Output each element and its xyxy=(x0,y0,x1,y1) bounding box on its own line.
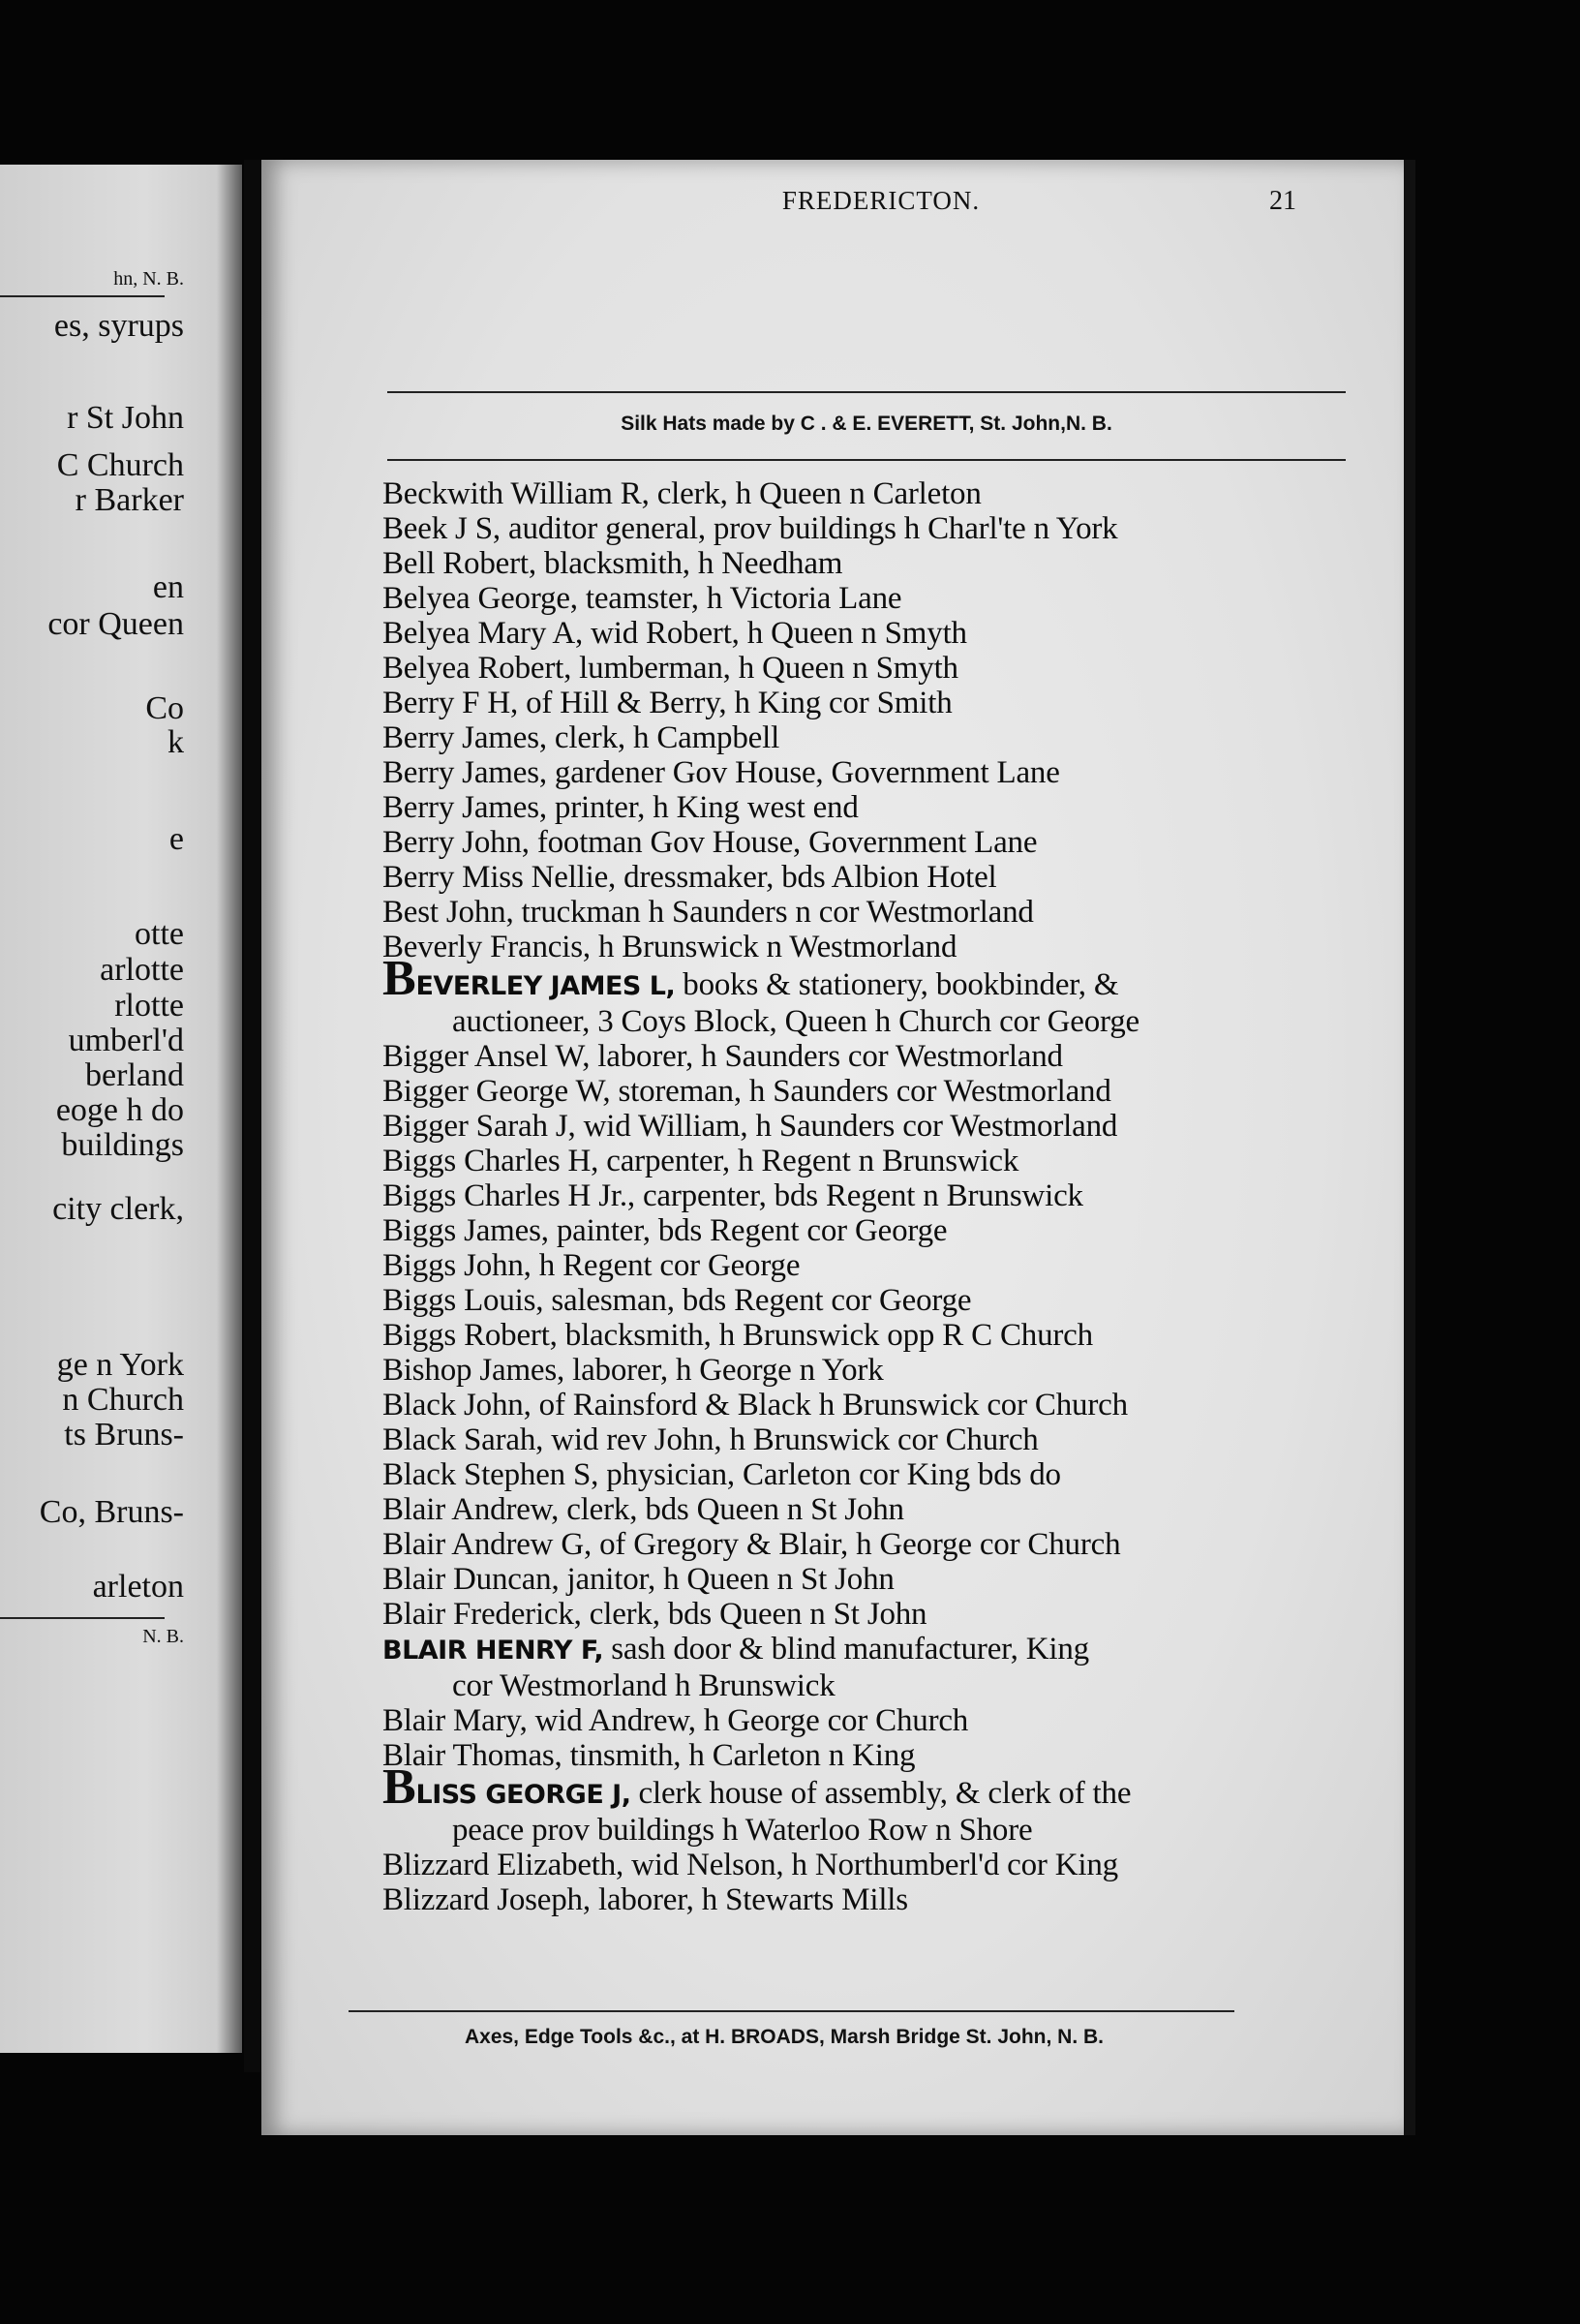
directory-entry: Blair Andrew, clerk, bds Queen n St John xyxy=(382,1492,904,1527)
directory-entry: Blair Frederick, clerk, bds Queen n St John xyxy=(382,1597,927,1632)
previous-page-fragment xyxy=(0,165,242,2053)
left-page-line: umberl'd xyxy=(68,1023,184,1058)
left-page-line: N. B. xyxy=(142,1626,184,1647)
left-page-rule xyxy=(0,295,165,297)
directory-entry: Biggs Louis, salesman, bds Regent cor George xyxy=(382,1283,972,1318)
business-name: EVERLEY JAMES L, xyxy=(415,971,676,1001)
left-page-line: otte xyxy=(135,916,184,952)
directory-entry: Biggs Charles H Jr., carpenter, bds Regent n Brunswick xyxy=(382,1178,1083,1213)
directory-entry: Berry John, footman Gov House, Government Lane xyxy=(382,825,1038,860)
left-page-line: arleton xyxy=(92,1569,184,1605)
directory-entry: Blair Thomas, tinsmith, h Carleton n King xyxy=(382,1738,916,1773)
directory-entry xyxy=(382,1632,1360,1703)
directory-entry: Black Stephen S, physician, Carleton cor King bds do xyxy=(382,1457,1061,1492)
left-page-line: city clerk, xyxy=(52,1191,184,1227)
header-rule xyxy=(387,391,1346,393)
running-head xyxy=(479,186,1296,225)
directory-entry: Bigger George W, storeman, h Saunders cor Westmorland xyxy=(382,1074,1111,1109)
directory-entry: Biggs James, painter, bds Regent cor George xyxy=(382,1213,948,1248)
left-page-line: es, syrups xyxy=(53,308,184,344)
display-initial: B xyxy=(382,1759,416,1815)
directory-entry xyxy=(382,951,1360,1039)
entry-details: clerk house of assembly, & clerk of the xyxy=(630,1776,1132,1811)
directory-entry: Bigger Ansel W, laborer, h Saunders cor Westmorland xyxy=(382,1039,1063,1074)
left-page-line: Co xyxy=(145,690,184,726)
left-page-line: rlotte xyxy=(114,988,184,1024)
directory-entry: Berry Miss Nellie, dressmaker, bds Albion Hotel xyxy=(382,860,997,895)
left-page-line: en xyxy=(152,569,184,605)
directory-entry: Blair Duncan, janitor, h Queen n St John xyxy=(382,1562,895,1597)
business-name: LISS GEORGE J, xyxy=(415,1780,631,1810)
left-page-line: berland xyxy=(85,1057,184,1093)
left-page-line: r Barker xyxy=(75,482,184,518)
directory-entry: Black Sarah, wid rev John, h Brunswick cor Church xyxy=(382,1422,1039,1457)
directory-entry: Belyea Robert, lumberman, h Queen n Smyth xyxy=(382,651,958,686)
left-page-line: r St John xyxy=(67,400,184,436)
entry-continuation: peace prov buildings h Waterloo Row n Shore xyxy=(452,1813,1033,1848)
left-page-line: k xyxy=(167,724,184,760)
directory-entry: Biggs John, h Regent cor George xyxy=(382,1248,801,1283)
page-number: 21 xyxy=(1269,186,1296,216)
directory-entry: Biggs Robert, blacksmith, h Brunswick opp R C Church xyxy=(382,1318,1093,1353)
top-advertisement: Silk Hats made by C . & E. EVERETT, St. John,N. B. xyxy=(621,413,1112,435)
directory-entry: Bishop James, laborer, h George n York xyxy=(382,1353,884,1388)
display-initial: B xyxy=(382,951,416,1006)
left-page-line: eoge h do xyxy=(55,1092,184,1128)
left-page-line: cor Queen xyxy=(47,606,184,642)
entry-continuation: auctioneer, 3 Coys Block, Queen h Church cor George xyxy=(452,1004,1139,1039)
footer-rule xyxy=(349,2010,1234,2012)
left-page-line: C Church xyxy=(56,447,184,483)
directory-entry: Beverly Francis, h Brunswick n Westmorland xyxy=(382,930,957,964)
business-name: BLAIR HENRY F, xyxy=(382,1636,604,1666)
directory-entry: Berry James, printer, h King west end xyxy=(382,790,859,825)
directory-entry: Beckwith William R, clerk, h Queen n Carleton xyxy=(382,476,982,511)
directory-entry: Blair Mary, wid Andrew, h George cor Church xyxy=(382,1703,969,1738)
bottom-advertisement: Axes, Edge Tools &c., at H. BROADS, Marsh Bridge St. John, N. B. xyxy=(464,2026,1105,2048)
directory-entry: Berry F H, of Hill & Berry, h King cor Smith xyxy=(382,686,953,720)
left-page-line: ge n York xyxy=(56,1347,184,1383)
directory-entry: Best John, truckman h Saunders n cor Westmorland xyxy=(382,895,1034,930)
directory-entry: Belyea George, teamster, h Victoria Lane xyxy=(382,581,902,616)
left-page-line: n Church xyxy=(62,1382,184,1418)
directory-entries xyxy=(382,476,1360,1917)
directory-entry: Bigger Sarah J, wid William, h Saunders cor Westmorland xyxy=(382,1109,1118,1144)
left-page-line: e xyxy=(168,821,184,857)
page-title: FREDERICTON. xyxy=(781,186,981,215)
left-page-line: buildings xyxy=(61,1127,184,1163)
directory-entry: Berry James, clerk, h Campbell xyxy=(382,720,780,755)
directory-entry xyxy=(382,1759,1360,1848)
left-page-line: arlotte xyxy=(100,952,184,988)
directory-entry: Biggs Charles H, carpenter, h Regent n Brunswick xyxy=(382,1144,1019,1178)
directory-entry: Blizzard Elizabeth, wid Nelson, h Northumberl'd cor King xyxy=(382,1848,1118,1882)
directory-entry: Blair Andrew G, of Gregory & Blair, h George cor Church xyxy=(382,1527,1121,1562)
directory-entry: Black John, of Rainsford & Black h Brunswick cor Church xyxy=(382,1388,1128,1422)
entry-details: books & stationery, bookbinder, & xyxy=(675,967,1119,1002)
book-spine xyxy=(244,160,261,2072)
directory-entry: Bell Robert, blacksmith, h Needham xyxy=(382,546,843,581)
page-edge xyxy=(1404,160,1415,2135)
header-rule xyxy=(387,459,1346,461)
left-page-line: hn, N. B. xyxy=(113,268,184,290)
entry-details: sash door & blind manufacturer, King xyxy=(603,1632,1089,1667)
directory-entry: Blizzard Joseph, laborer, h Stewarts Mills xyxy=(382,1882,908,1917)
directory-entry: Belyea Mary A, wid Robert, h Queen n Smyth xyxy=(382,616,967,651)
left-page-line: ts Bruns- xyxy=(64,1417,184,1452)
left-page-rule xyxy=(0,1617,165,1619)
gutter-shadow xyxy=(217,165,242,2053)
directory-entry: Beek J S, auditor general, prov buildings h Charl'te n York xyxy=(382,511,1118,546)
directory-entry: Berry James, gardener Gov House, Government Lane xyxy=(382,755,1060,790)
left-page-line: Co, Bruns- xyxy=(39,1494,184,1530)
entry-continuation: cor Westmorland h Brunswick xyxy=(452,1668,836,1703)
